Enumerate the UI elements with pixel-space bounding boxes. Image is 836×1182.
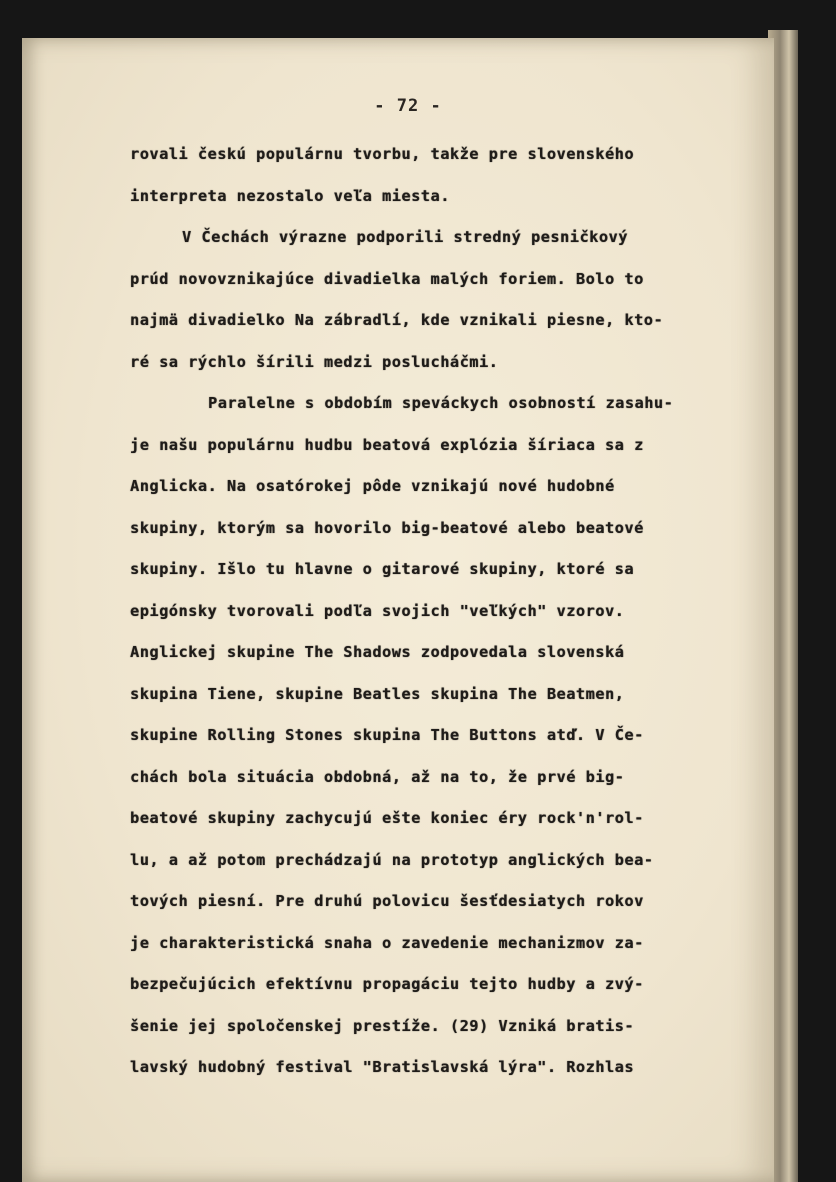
- text-line-19: tových piesní. Pre druhú polovicu šesťdesiatych rokov: [130, 892, 644, 910]
- text-line-4: prúd novovznikajúce divadielka malých foriem. Bolo to: [130, 269, 644, 288]
- text-line-20: je charakteristická snaha o zavedenie mechanizmov za-: [130, 933, 644, 952]
- text-line-8: je našu populárnu hudbu beatová explózia šíriaca sa z: [130, 435, 644, 454]
- text-line-14: skupina Tiene, skupine Beatles skupina The Beatmen,: [130, 684, 625, 703]
- text-line-10: skupiny, ktorým sa hovorilo big-beatové alebo beatové: [130, 518, 644, 537]
- text-line-3: V Čechách výrazne podporili stredný pesničkový: [182, 228, 628, 246]
- text-line-15: skupine Rolling Stones skupina The Buttons atď. V Če-: [130, 726, 644, 744]
- text-line-1: rovali českú populárnu tvorbu, takže pre slovenského: [130, 145, 635, 163]
- text-line-16: chách bola situácia obdobná, až na to, že prvé big-: [130, 767, 625, 786]
- text-line-5: najmä divadielko Na zábradlí, kde vznikali piesne, kto-: [130, 311, 664, 329]
- text-line-11: skupiny. Išlo tu hlavne o gitarové skupiny, ktoré sa: [130, 560, 635, 578]
- body-text: [130, 134, 690, 1089]
- text-line-13: Anglickej skupine The Shadows zodpovedala slovenská: [130, 643, 625, 661]
- text-line-23: lavský hudobný festival "Bratislavská lýra". Rozhlas: [130, 1058, 635, 1076]
- document-page: [22, 38, 774, 1182]
- text-line-7: Paralelne s obdobím speváckych osobností zasahu-: [208, 394, 674, 412]
- text-line-17: beatové skupiny zachycujú ešte koniec éry rock'n'rol-: [130, 809, 644, 827]
- text-line-18: lu, a až potom prechádzajú na prototyp anglických bea-: [130, 850, 654, 869]
- text-line-21: bezpečujúcich efektívnu propagáciu tejto hudby a zvý-: [130, 975, 644, 993]
- text-line-9: Anglicka. Na osatórokej pôde vznikajú nové hudobné: [130, 477, 615, 495]
- page-number: - 72 -: [374, 96, 442, 116]
- text-line-6: ré sa rýchlo šírili medzi poslucháčmi.: [130, 352, 499, 371]
- text-line-2: interpreta nezostalo veľa miesta.: [130, 186, 450, 205]
- text-line-12: epigónsky tvorovali podľa svojich "veľkých" vzorov.: [130, 601, 625, 620]
- text-line-22: šenie jej spoločenskej prestíže. (29) Vzniká bratis-: [130, 1016, 635, 1035]
